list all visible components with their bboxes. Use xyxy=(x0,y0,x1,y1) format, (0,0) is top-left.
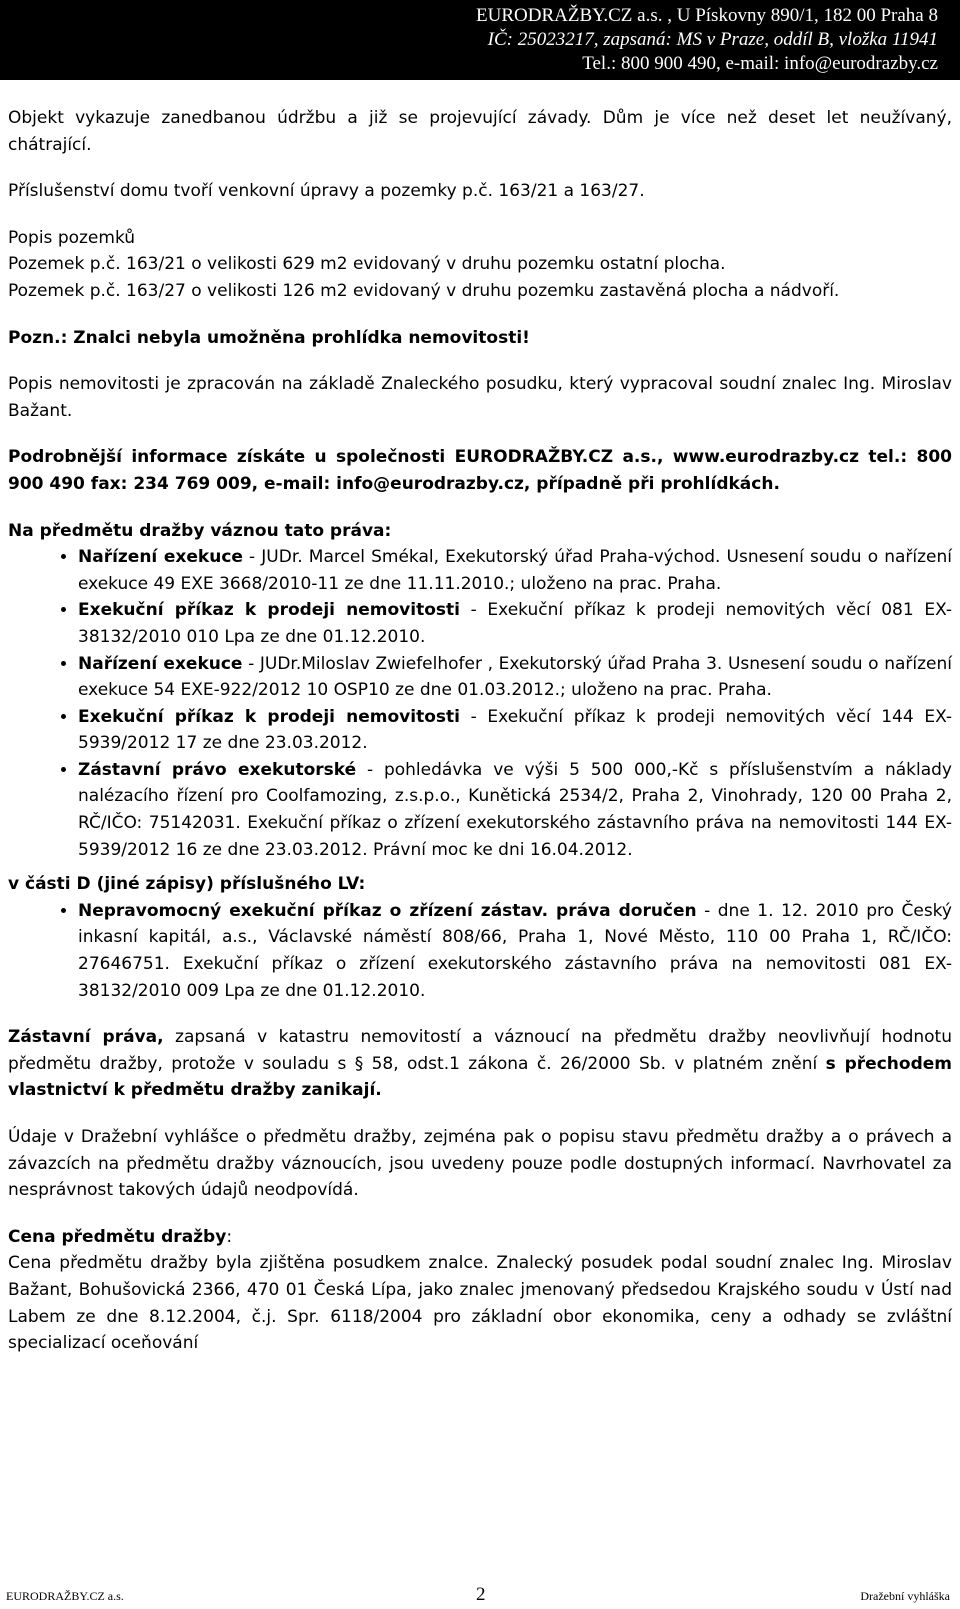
price-heading: Cena předmětu dražby xyxy=(8,1226,227,1247)
rights-item-title: Zástavní právo exekutorské xyxy=(78,759,357,780)
part-d-heading: v části D (jiné zápisy) příslušného LV: xyxy=(8,874,366,895)
rights-item-title: Nařízení exekuce xyxy=(78,653,243,674)
pledge-text: zapsaná v katastru nemovitostí a váznoucí na předmětu dražby neovlivňují hodnotu předmětu dražby, protože v souladu s § 58, odst.1 zákona č. 26/2000 Sb. v platném znění xyxy=(8,1027,952,1074)
expert-report-paragraph: Popis nemovitosti je zpracován na základě Znaleckého posudku, který vypracoval soudní znalec Ing. Miroslav Bažant. xyxy=(8,374,952,421)
page-header xyxy=(0,0,960,80)
condition-paragraph: Objekt vykazuje zanedbanou údržbu a již se projevující závady. Dům je více než deset let neužívaný, chátrající. xyxy=(8,108,952,155)
land-plot-2: Pozemek p.č. 163/27 o velikosti 126 m2 evidovaný v druhu pozemku zastavěná plocha a nádvoří. xyxy=(8,280,840,301)
header-registration: IČ: 25023217, zapsaná: MS v Praze, oddíl B, vložka 11941 xyxy=(487,29,938,50)
rights-item-text: - JUDr.Miloslav Zwiefelhofer , Exekutorský úřad Praha 3. Usnesení soudu o nařízení exekuce 54 EXE-922/2012 10 OSP10 ze dne 01.03.2012.; uloženo na prac. Praha. xyxy=(78,653,952,701)
header-company-address: EURODRAŽBY.CZ a.s. , U Pískovny 890/1, 182 00 Praha 8 xyxy=(476,5,938,26)
document-body xyxy=(8,105,952,1357)
page-footer xyxy=(6,1580,950,1606)
header-contact: Tel.: 800 900 490, e-mail: info@eurodrazby.cz xyxy=(582,53,938,74)
rights-item-text: - JUDr. Marcel Smékal, Exekutorský úřad Praha-východ. Usnesení soudu o nařízení exekuce 49 EXE 3668/2010-11 ze dne 11.11.2010.; uloženo na prac. Praha. xyxy=(78,547,952,594)
rights-item-title: Nařízení exekuce xyxy=(78,547,243,568)
pledge-paragraph xyxy=(8,1024,952,1104)
inspection-note: Pozn.: Znalci nebyla umožněna prohlídka nemovitosti! xyxy=(8,327,530,348)
part-d-item xyxy=(78,898,952,1004)
rights-item-text: - pohledávka ve výši 5 500 000,-Kč s příslušenstvím a náklady nalézacího řízení pro Coolfamozing, z.s.p.o., Kunětická 2534/2, Praha 2, Vinohrady, 120 00 Praha 2, RČ/IČO: 75142031. Exekuční příkaz o zřízení exekutorského zástavního práva na nemovitosti 144 EX-5939/2012 16 ze dne 23.03.2012. Právní moc ke dni 16.04.2012. xyxy=(78,759,952,860)
footer-company: EURODRAŽBY.CZ a.s. xyxy=(6,1589,124,1603)
price-heading-colon: : xyxy=(226,1226,233,1247)
disclaimer-paragraph: Údaje v Dražební vyhlášce o předmětu dražby, zejména pak o popisu stavu předmětu dražby a o právech a závazcích na předmětu dražby váznoucích, jsou uvedeny pouze podle dostupných informací. Navrhovatel za nesprávnost takových údajů neodpovídá. xyxy=(8,1127,952,1201)
rights-item-text: - Exekuční příkaz k prodeji nemovitých věcí 144 EX-5939/2012 17 ze dne 23.03.2012. xyxy=(78,706,953,754)
part-d-list xyxy=(8,898,952,1004)
land-description-title: Popis pozemků xyxy=(8,227,136,248)
rights-item-title: Exekuční příkaz k prodeji nemovitosti xyxy=(78,600,460,621)
accessories-paragraph: Příslušenství domu tvoří venkovní úpravy a pozemky p.č. 163/21 a 163/27. xyxy=(8,181,645,202)
part-d-item-title: Nepravomocný exekuční příkaz o zřízení zástav. práva doručen xyxy=(78,900,697,921)
rights-item-text: - Exekuční příkaz k prodeji nemovitých věcí 081 EX-38132/2010 010 Lpa ze dne 01.12.2010. xyxy=(78,600,953,647)
page-number: 2 xyxy=(476,1584,486,1605)
rights-item xyxy=(78,651,952,704)
rights-list xyxy=(8,544,952,863)
price-paragraph: Cena předmětu dražby byla zjištěna posudkem znalce. Znalecký posudek podal soudní znalec Ing. Miroslav Bažant, Bohušovická 2366, 470 01 Česká Lípa, jako znalec jmenovaný předsedou Krajského soudu v Ústí nad Labem ze dne 8.12.2004, č.j. Spr. 6118/2004 pro základní obor ekonomika, ceny a odhady se zvláštní specializací oceňování xyxy=(8,1253,952,1354)
footer-document-title: Dražební vyhláška xyxy=(860,1589,950,1603)
rights-item-title: Exekuční příkaz k prodeji nemovitosti xyxy=(78,706,460,727)
pledge-title: Zástavní práva, xyxy=(8,1027,164,1048)
pledge-conclusion: s přechodem vlastnictví k předmětu dražby zanikají. xyxy=(8,1053,952,1101)
contact-info-paragraph: Podrobnější informace získáte u společnosti EURODRAŽBY.CZ a.s., www.eurodrazby.cz tel.: 800 900 490 fax: 234 769 009, e-mail: info@eurodrazby.cz, případně při prohlídkách. xyxy=(8,447,952,494)
part-d-item-text: - dne 1. 12. 2010 pro Český inkasní kapitál, a.s., Václavské náměstí 808/66, Praha 1, Nové Město, 110 00 Praha 1, RČ/IČO: 27646751. Exekuční příkaz o zřízení exekutorského zástavního práva na nemovitosti 081 EX-38132/2010 009 Lpa ze dne 01.12.2010. xyxy=(78,900,952,1001)
rights-item xyxy=(78,757,952,863)
price-heading-line xyxy=(8,1224,952,1251)
rights-item xyxy=(78,544,952,597)
rights-heading: Na předmětu dražby váznou tato práva: xyxy=(8,520,392,541)
rights-item xyxy=(78,597,952,650)
land-plot-1: Pozemek p.č. 163/21 o velikosti 629 m2 evidovaný v druhu pozemku ostatní plocha. xyxy=(8,254,726,275)
rights-item xyxy=(78,704,952,757)
